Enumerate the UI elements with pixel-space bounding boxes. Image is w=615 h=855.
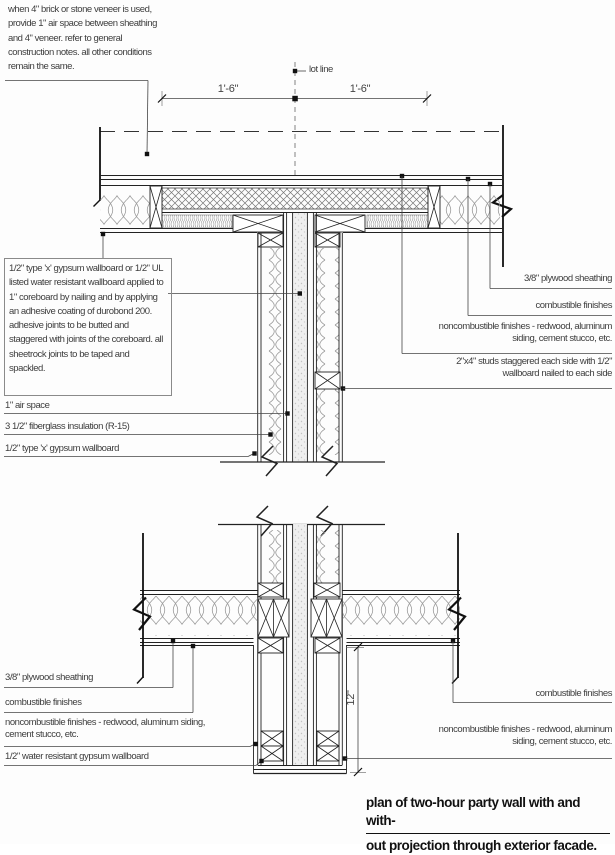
label-noncombustible-lower-right: noncombustible finishes - redwood, aluminum siding, cement stucco, etc. [438, 724, 612, 748]
label-plywood-sheathing-lower: 3/8" plywood sheathing [5, 672, 94, 683]
label-air-space: 1" air space [5, 400, 50, 411]
label-gypsum-wallboard: 1/2" type 'x' gypsum wallboard [5, 443, 119, 454]
label-water-resistant-gypsum: 1/2" water resistant gypsum wallboard [5, 751, 149, 762]
drawing-caption [366, 794, 610, 855]
dimension-left: 1'-6" [217, 83, 239, 95]
label-combustible-lower-right: combustible finishes [535, 688, 612, 699]
label-combustible-lower-left: combustible finishes [5, 697, 82, 708]
label-plywood-sheathing-upper: 3/8" plywood sheathing [523, 273, 612, 284]
label-staggered-studs: 2"x4" studs staggered each side with 1/2" wallboard nailed to each side [456, 356, 612, 380]
party-wall-upper [220, 213, 385, 476]
lot-line-label: lot line [309, 64, 333, 75]
caption-line-1: plan of two-hour party wall with and with- [366, 794, 610, 834]
note-gypsum-wallboard: 1/2" type 'x' gypsum wallboard or 1/2" UL listed water resistant wallboard applied to 1" coreboard by nailing and by applying an adhesive coating of durobond 200. adhesive joints to be butted and staggered with joints of the coreboard. all sheetrock joints to be taped and spackled. [4, 258, 172, 396]
dimension-projection-12in: 12" [345, 690, 357, 706]
caption-line-2: out projection through exterior facade. [366, 838, 597, 853]
label-noncombustible-upper: noncombustible finishes - redwood, aluminum siding, cement stucco, etc. [438, 321, 612, 345]
note-brick-veneer: when 4" brick or stone veneer is used, provide 1" air space between sheathing and 4" veneer. refer to general construction notes. all other conditions remain the same. [8, 4, 157, 73]
dimension-right: 1'-6" [349, 83, 371, 95]
label-combustible-upper: combustible finishes [535, 300, 612, 311]
label-fiberglass-insulation: 3 1/2" fiberglass insulation (R-15) [5, 421, 130, 432]
label-noncombustible-lower-left: noncombustible finishes - redwood, aluminum siding, cement stucco, etc. [5, 717, 205, 741]
